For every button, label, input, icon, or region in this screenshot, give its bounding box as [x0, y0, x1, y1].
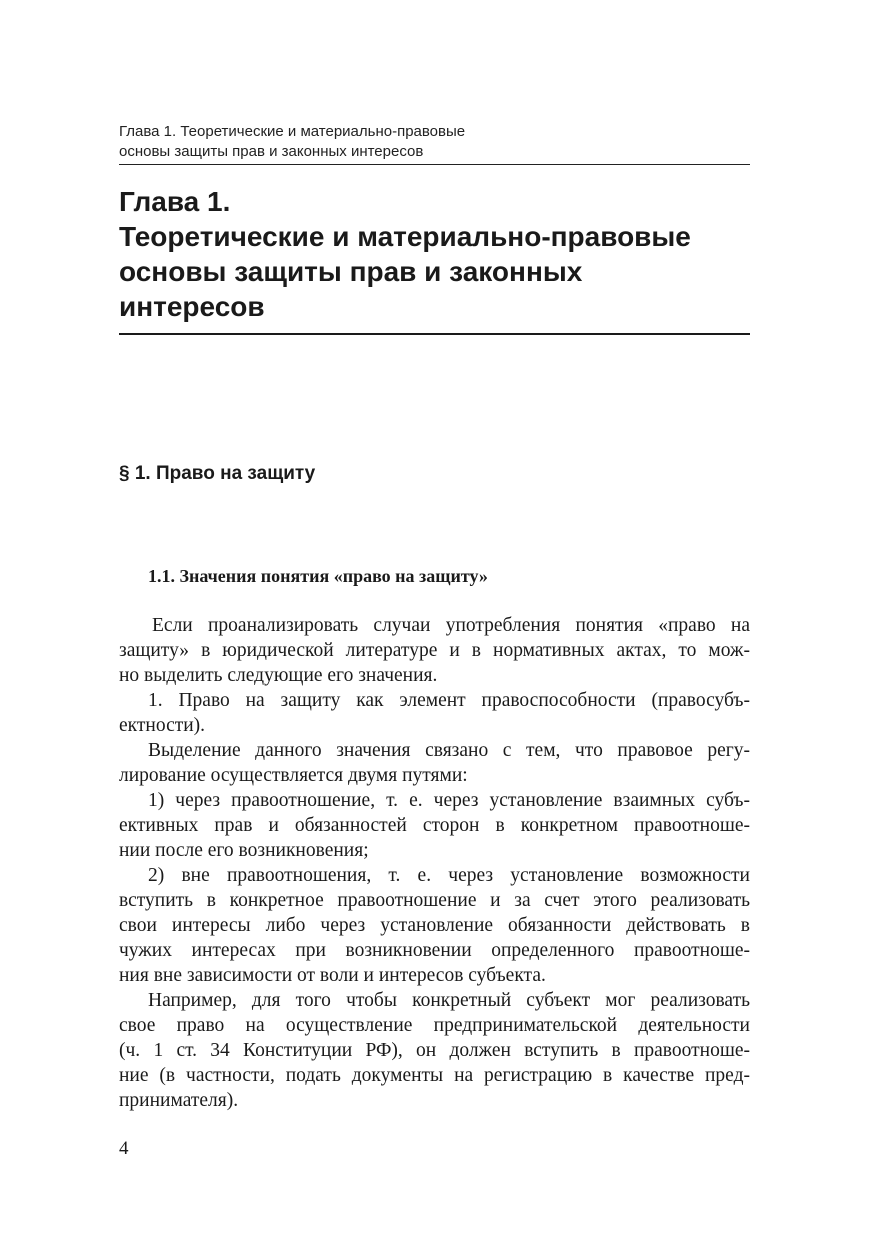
- body-line: 1) через правоотношение, т. е. через установление взаимных субъ-: [148, 790, 750, 811]
- chapter-title: [119, 184, 759, 324]
- running-header: [119, 122, 750, 162]
- body-line: (ч. 1 ст. 34 Конституции РФ), он должен вступить в правоотноше-: [119, 1040, 750, 1061]
- body-line: вступить в конкретное правоотношение и за счет этого реализовать: [119, 890, 750, 911]
- body-line: 1. Право на защиту как элемент правоспособности (правосубъ-: [148, 690, 750, 711]
- body-line: свои интересы либо через установление обязанности действовать в: [119, 915, 750, 936]
- body-line: принимателя).: [119, 1090, 239, 1111]
- body-line: защиту» в юридической литературе и в нормативных актах, то мож-: [119, 640, 750, 661]
- body-line: 2) вне правоотношения, т. е. через установление возможности: [148, 865, 750, 886]
- body-line: но выделить следующие его значения.: [119, 665, 438, 686]
- chapter-title-line-4: интересов: [119, 291, 265, 322]
- body-line: чужих интересах при возникновении определенного правоотноше-: [119, 940, 750, 961]
- body-line: нии после его возникновения;: [119, 840, 369, 861]
- body-line: Если проанализировать случаи употребления понятия «право на: [152, 615, 750, 636]
- body-line: ективных прав и обязанностей сторон в конкретном правоотноше-: [119, 815, 750, 836]
- body-line: свое право на осуществление предпринимательской деятельности: [119, 1015, 750, 1036]
- running-header-line-2: основы защиты прав и законных интересов: [119, 143, 424, 160]
- chapter-title-divider: [119, 333, 750, 335]
- body-line: ектности).: [119, 715, 206, 736]
- body-line: Выделение данного значения связано с тем, что правовое регу-: [148, 740, 750, 761]
- chapter-title-line-1: Глава 1.: [119, 186, 231, 217]
- page-number: 4: [119, 1138, 129, 1159]
- header-divider: [119, 164, 750, 165]
- running-header-line-1: Глава 1. Теоретические и материально-правовые: [119, 123, 466, 140]
- body-line: Например, для того чтобы конкретный субъект мог реализовать: [148, 990, 750, 1011]
- body-text: [119, 613, 750, 1113]
- chapter-title-line-3: основы защиты прав и законных: [119, 256, 583, 287]
- subsection-heading: 1.1. Значения понятия «право на защиту»: [148, 566, 488, 586]
- body-line: ния вне зависимости от воли и интересов субъекта.: [119, 965, 546, 986]
- section-heading: § 1. Право на защиту: [119, 463, 316, 484]
- chapter-title-line-2: Теоретические и материально-правовые: [119, 221, 691, 252]
- body-line: ние (в частности, подать документы на регистрацию в качестве пред-: [119, 1065, 750, 1086]
- body-line: лирование осуществляется двумя путями:: [119, 765, 468, 786]
